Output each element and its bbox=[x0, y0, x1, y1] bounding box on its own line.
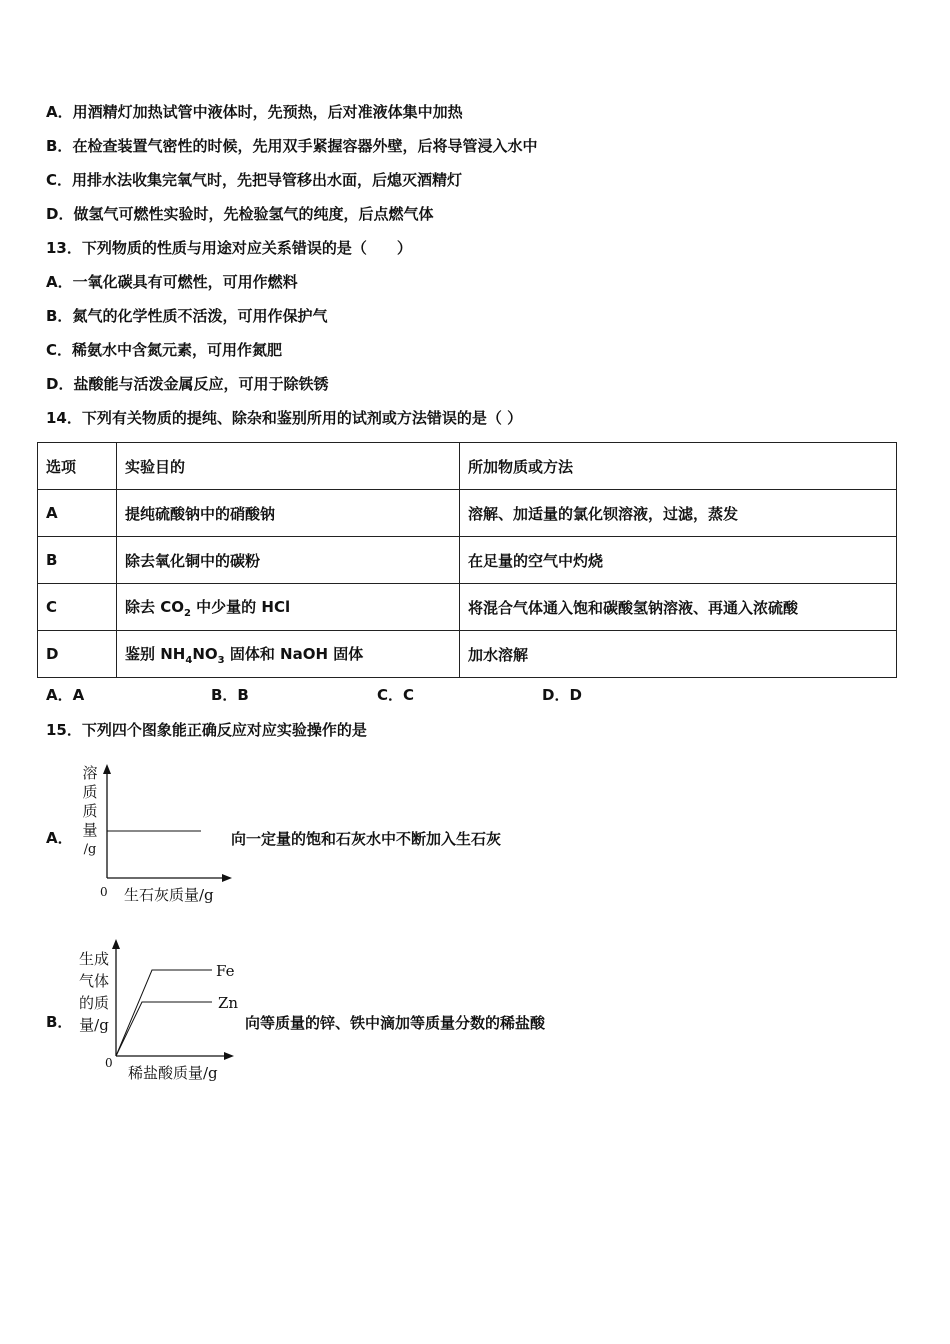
q15-stem: 15．下列四个图象能正确反应对应实验操作的是 bbox=[46, 721, 367, 739]
q13-stem: 13．下列物质的性质与用途对应关系错误的是（ ） bbox=[46, 239, 412, 257]
header-method: 所加物质或方法 bbox=[460, 443, 897, 490]
option-text: 氮气的化学性质不活泼，可用作保护气 bbox=[72, 307, 328, 325]
option-text: 用酒精灯加热试管中液体时，先预热，后对准液体集中加热 bbox=[72, 103, 463, 121]
q14-answer-d: D．D bbox=[542, 686, 582, 704]
graph-a-xlabel: 生石灰质量/g bbox=[124, 886, 214, 904]
ylabel-line: 量/g bbox=[79, 1016, 109, 1034]
ylabel-char: 溶 bbox=[82, 764, 98, 782]
option-letter: B． bbox=[46, 137, 73, 155]
goal-text: 除去 CO bbox=[125, 597, 184, 616]
q12-option-d bbox=[46, 204, 433, 224]
q13-option-d bbox=[46, 374, 328, 394]
header-option: 选项 bbox=[38, 443, 117, 490]
graph-b-zn-curve bbox=[116, 1002, 212, 1056]
q14-answer-a: A．A bbox=[46, 686, 85, 704]
option-letter: C． bbox=[46, 171, 73, 189]
option-text: 盐酸能与活泼金属反应，可用于除铁锈 bbox=[73, 375, 329, 393]
table-row bbox=[38, 490, 897, 537]
graph-a-origin: 0 bbox=[100, 885, 108, 899]
option-text: 做氢气可燃性实验时，先检验氢气的纯度，后点燃气体 bbox=[73, 205, 434, 223]
graph-a-ylabel bbox=[80, 764, 100, 859]
goal-text: 中少量的 HCl bbox=[190, 597, 291, 616]
table-header-row bbox=[38, 443, 897, 490]
q14-answer-c: C．C bbox=[377, 686, 415, 704]
row-option: B bbox=[38, 537, 117, 584]
table-row bbox=[38, 537, 897, 584]
option-letter: A． bbox=[46, 273, 73, 291]
graph-a-description: 向一定量的饱和石灰水中不断加入生石灰 bbox=[231, 830, 502, 848]
q14-answer-b: B．B bbox=[211, 686, 249, 704]
ylabel-char: 质 bbox=[82, 802, 98, 820]
q15-option-b-letter: B． bbox=[46, 1013, 73, 1031]
q13-option-b bbox=[46, 306, 327, 326]
row-method: 将混合气体通入饱和碳酸氢钠溶液、再通入浓硫酸 bbox=[460, 584, 897, 631]
graph-a-axes bbox=[98, 762, 238, 882]
table-row bbox=[38, 584, 897, 631]
option-letter: D． bbox=[46, 375, 74, 393]
ylabel-line: 气体 bbox=[78, 972, 109, 990]
graph-a-x-arrow bbox=[222, 874, 232, 882]
goal-text: 鉴别 NH bbox=[125, 644, 186, 663]
option-letter: D． bbox=[46, 205, 74, 223]
row-goal bbox=[117, 631, 460, 678]
graph-b-description: 向等质量的锌、铁中滴加等质量分数的稀盐酸 bbox=[245, 1014, 546, 1032]
row-goal: 除去氧化铜中的碳粉 bbox=[117, 537, 460, 584]
q13-option-a bbox=[46, 272, 298, 292]
row-goal bbox=[117, 584, 460, 631]
row-option: D bbox=[38, 631, 117, 678]
goal-text: NO bbox=[192, 644, 218, 663]
row-option: A bbox=[38, 490, 117, 537]
row-method: 加水溶解 bbox=[460, 631, 897, 678]
option-text: 在检查装置气密性的时候，先用双手紧握容器外壁，后将导管浸入水中 bbox=[72, 137, 538, 155]
graph-b-origin: 0 bbox=[105, 1056, 113, 1070]
ylabel-line: 的质 bbox=[78, 994, 109, 1012]
q14-stem: 14．下列有关物质的提纯、除杂和鉴别所用的试剂或方法错误的是（ ） bbox=[46, 409, 523, 427]
header-goal: 实验目的 bbox=[117, 443, 460, 490]
ylabel-char: 量 bbox=[82, 821, 98, 839]
graph-a-y-arrow bbox=[103, 764, 111, 774]
graph-b-x-arrow bbox=[224, 1052, 234, 1060]
goal-text: 固体和 NaOH 固体 bbox=[224, 644, 364, 663]
graph-b-zn-label: Zn bbox=[218, 994, 239, 1012]
table-row bbox=[38, 631, 897, 678]
option-text: 稀氨水中含氮元素，可用作氮肥 bbox=[72, 341, 283, 359]
row-method: 在足量的空气中灼烧 bbox=[460, 537, 897, 584]
row-method: 溶解、加适量的氯化钡溶液，过滤，蒸发 bbox=[460, 490, 897, 537]
subscript: 2 bbox=[183, 607, 191, 619]
ylabel-char: 质 bbox=[82, 783, 98, 801]
ylabel-line: 生成 bbox=[78, 950, 109, 968]
subscript: 4 bbox=[185, 654, 193, 666]
option-letter: A． bbox=[46, 103, 73, 121]
row-goal: 提纯硫酸钠中的硝酸钠 bbox=[117, 490, 460, 537]
row-option: C bbox=[38, 584, 117, 631]
q13-option-c bbox=[46, 340, 282, 360]
q12-option-c bbox=[46, 170, 462, 190]
q15-option-a-letter: A． bbox=[46, 829, 73, 847]
q12-option-a bbox=[46, 102, 463, 122]
option-letter: B． bbox=[46, 307, 73, 325]
subscript: 3 bbox=[217, 654, 225, 666]
graph-b-y-arrow bbox=[112, 939, 120, 949]
graph-b-fe-label: Fe bbox=[216, 962, 235, 980]
ylabel-char: /g bbox=[83, 842, 97, 857]
graph-b-fe-curve bbox=[116, 970, 212, 1056]
q14-table bbox=[37, 442, 897, 678]
graph-b-xlabel: 稀盐酸质量/g bbox=[128, 1064, 218, 1082]
option-text: 用排水法收集完氧气时，先把导管移出水面，后熄灭酒精灯 bbox=[72, 171, 463, 189]
q12-option-b bbox=[46, 136, 537, 156]
option-text: 一氧化碳具有可燃性，可用作燃料 bbox=[72, 273, 298, 291]
option-letter: C． bbox=[46, 341, 73, 359]
